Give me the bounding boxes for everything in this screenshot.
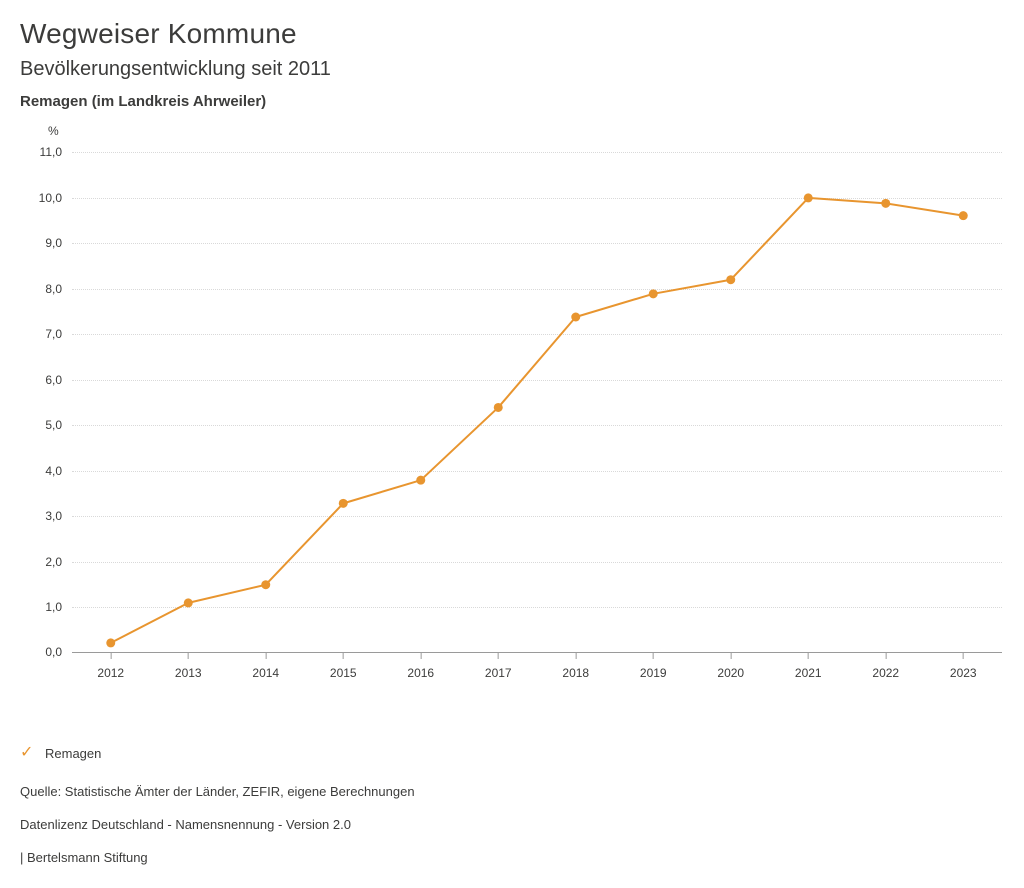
y-axis-tick-label: 0,0: [45, 645, 62, 660]
y-axis-tick-label: 1,0: [45, 599, 62, 614]
y-axis-tick-label: 9,0: [45, 236, 62, 251]
x-axis-tick-label: 2013: [174, 666, 202, 681]
data-point[interactable]: [106, 639, 115, 648]
region-label: Remagen (im Landkreis Ahrweiler): [20, 93, 267, 111]
y-axis-tick-label: 5,0: [45, 418, 62, 433]
x-axis-tick-label: 2023: [949, 666, 977, 681]
page-subtitle: Bevölkerungsentwicklung seit 2011: [20, 58, 331, 81]
y-axis-tick-label: 6,0: [45, 372, 62, 387]
x-axis-tick-label: 2022: [872, 666, 900, 681]
x-axis-tick-label: 2019: [639, 666, 667, 681]
data-point[interactable]: [184, 599, 193, 608]
y-axis-tick-label: 4,0: [45, 463, 62, 478]
data-point[interactable]: [649, 290, 658, 299]
data-point[interactable]: [959, 212, 968, 221]
x-axis-tick-label: 2012: [97, 666, 125, 681]
header: [0, 0, 1024, 110]
data-point[interactable]: [416, 476, 425, 485]
x-axis-tick-label: 2017: [484, 666, 512, 681]
data-point[interactable]: [339, 499, 348, 508]
legend[interactable]: [20, 745, 101, 761]
footer-publisher: | Bertelsmann Stiftung: [20, 850, 148, 865]
data-point[interactable]: [881, 199, 890, 208]
x-axis-tick-label: 2015: [329, 666, 357, 681]
x-axis-tick-label: 2021: [794, 666, 822, 681]
x-axis-tick-label: 2018: [562, 666, 590, 681]
x-axis-tick-label: 2016: [407, 666, 435, 681]
y-axis-tick-label: 8,0: [45, 281, 62, 296]
plot-area: [38, 145, 1002, 812]
y-axis-tick-label: 11,0: [39, 145, 62, 160]
x-axis-line: [72, 652, 1002, 653]
data-point[interactable]: [804, 194, 813, 203]
data-point[interactable]: [726, 276, 735, 285]
series-line-remagen: [72, 152, 1002, 662]
x-axis-tick-label: 2014: [252, 666, 280, 681]
y-axis-tick-label: 7,0: [45, 327, 62, 342]
data-point[interactable]: [261, 581, 270, 590]
x-axis-tick-label: 2020: [717, 666, 745, 681]
data-point[interactable]: [571, 313, 580, 322]
y-axis-tick-label: 3,0: [45, 509, 62, 524]
data-line: [111, 198, 964, 643]
y-axis-tick-label: 2,0: [45, 554, 62, 569]
page-title: Wegweiser Kommune: [20, 18, 297, 49]
footer-license: Datenlizenz Deutschland - Namensnennung - Version 2.0: [20, 817, 351, 832]
footer: [20, 785, 980, 864]
chart-container: [0, 124, 1024, 704]
y-axis-tick-label: 10,0: [38, 190, 62, 205]
footer-source: Quelle: Statistische Ämter der Länder, ZEFIR, eigene Berechnungen: [20, 784, 415, 799]
check-icon: ✓: [20, 744, 34, 761]
y-axis-unit: %: [48, 124, 59, 139]
legend-item-remagen[interactable]: Remagen: [45, 745, 102, 761]
data-point[interactable]: [494, 403, 503, 412]
